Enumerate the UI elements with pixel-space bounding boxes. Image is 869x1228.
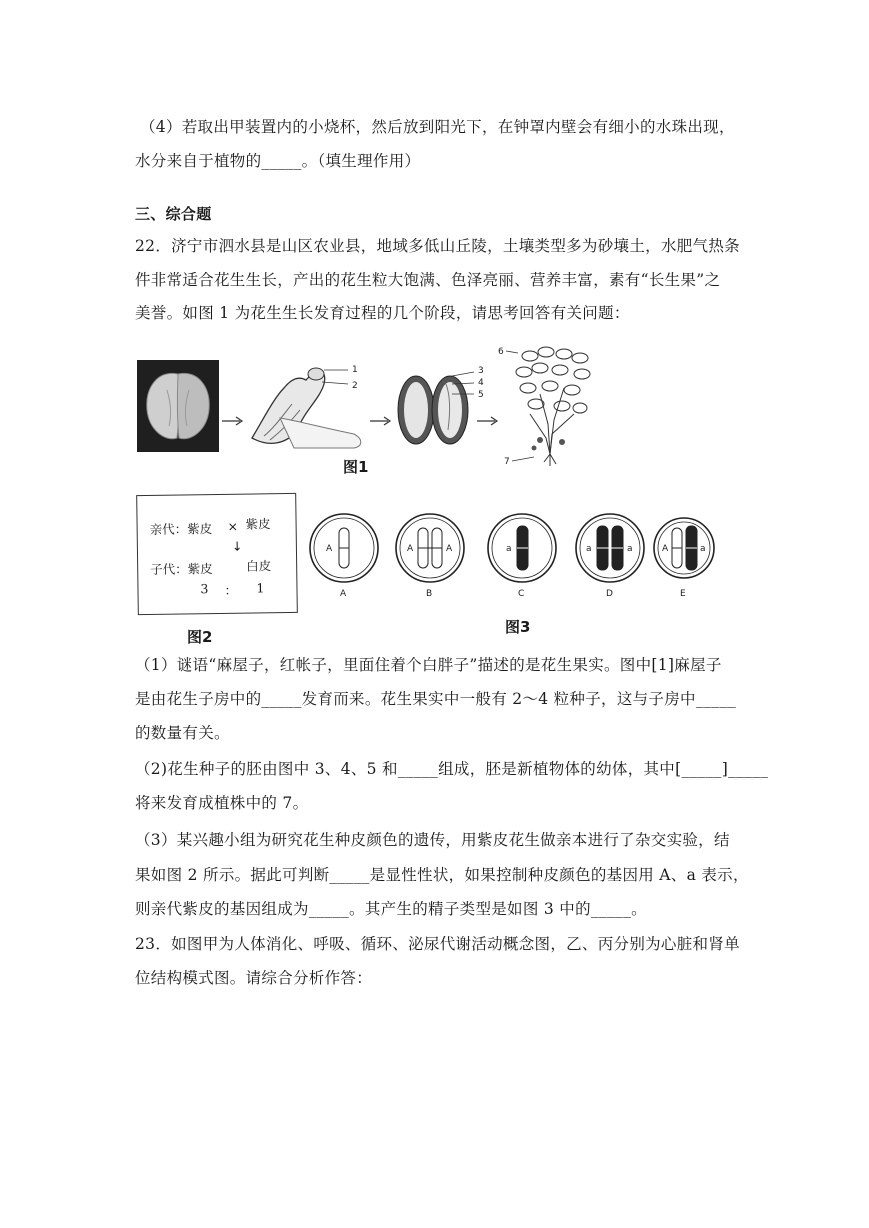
q22-3-line-1: （3）某兴趣小组为研究花生种皮颜色的遗传，用紫皮花生做亲本进行了杂交实验，结	[135, 831, 730, 849]
ratio-left: 3	[200, 581, 209, 597]
label-7: 7	[504, 457, 510, 467]
cell-a	[310, 514, 378, 599]
down-arrow: ↓	[231, 538, 243, 554]
gene-c-1: a	[506, 544, 512, 554]
section-heading: 三、综合题	[135, 205, 212, 223]
figure-2-cross-diagram	[136, 493, 298, 615]
figure-3-caption: 图3	[505, 618, 531, 636]
gene-a-1: A	[326, 544, 333, 554]
cell-letter-c: C	[518, 589, 525, 599]
q4-line-1: （4）若取出甲装置内的小烧杯，然后放到阳光下，在钟罩内壁会有细小的水珠出现，	[140, 118, 735, 136]
q22-3-line-2: 果如图 2 所示。据此可判断_____是显性性状，如果控制种皮颜色的基因用 A、a 表示，	[135, 866, 749, 884]
seed-halves-image	[394, 370, 484, 446]
figure1-labels-3-5	[474, 364, 494, 404]
figure1-labels-6-7	[494, 344, 534, 468]
label-2: 2	[352, 381, 358, 391]
cell-c	[488, 514, 556, 599]
q22-line-1: 22．济宁市泗水县是山区农业县，地域多低山丘陵，土壤类型多为砂壤土，水肥气热条	[135, 237, 740, 255]
q23-line-1: 23．如图甲为人体消化、呼吸、循环、泌尿代谢活动概念图，乙、丙分别为心脏和肾单	[135, 935, 740, 953]
seed-cross-section-image	[137, 360, 219, 452]
arrow-2	[370, 416, 392, 426]
label-4: 4	[478, 378, 484, 388]
q22-2-line-1: （2)花生种子的胚由图中 3、4、5 和_____组成，胚是新植物体的幼体，其中[_____]_____	[135, 760, 769, 778]
q22-1-line-3: 的数量有关。	[135, 724, 230, 742]
gene-e-2: a	[700, 544, 706, 554]
figure1-labels-1-2	[348, 362, 368, 398]
figure-1-caption: 图1	[343, 458, 369, 476]
q22-1-line-2: 是由花生子房中的_____发育而来。花生果实中一般有 2～4 粒种子，这与子房中_____	[135, 690, 737, 708]
figure-3-cells	[306, 512, 716, 602]
cell-letter-d: D	[606, 589, 613, 599]
cell-letter-a: A	[340, 589, 347, 599]
gene-b-2: A	[446, 544, 453, 554]
gene-d-1: a	[586, 544, 592, 554]
cell-letter-b: B	[426, 589, 433, 599]
offspring-generation: 子代：紫皮	[150, 561, 213, 577]
cell-letter-e: E	[680, 589, 686, 599]
q22-1-line-1: （1）谜语“麻屋子，红帐子，里面住着个白胖子”描述的是花生果实。图中[1]麻屋子	[135, 656, 722, 674]
cell-d	[576, 514, 644, 599]
offspring-2: 白皮	[246, 558, 272, 574]
ratio-colon: ：	[224, 582, 238, 598]
ratio-right: 1	[256, 580, 265, 596]
label-3: 3	[478, 366, 484, 376]
q22-line-2: 件非常适合花生生长，产出的花生粒大饱满、色泽亮丽、营养丰富，素有“长生果”之	[135, 271, 721, 289]
q4-line-2: 水分来自于植物的_____。（填生理作用）	[135, 152, 421, 170]
cross-symbol: ×	[227, 518, 239, 534]
gene-b-1: A	[407, 544, 414, 554]
label-5: 5	[478, 390, 484, 400]
parent-generation: 亲代：紫皮	[149, 521, 213, 537]
cell-e	[654, 518, 714, 599]
parent-2: 紫皮	[245, 516, 271, 532]
q22-line-3: 美誉。如图 1 为花生生长发育过程的几个阶段，请思考回答有关问题：	[135, 304, 630, 322]
label-1: 1	[352, 365, 358, 375]
gene-d-2: a	[627, 544, 633, 554]
arrow-1	[222, 416, 244, 426]
cell-b	[396, 514, 464, 599]
q23-line-2: 位结构模式图。请综合分析作答：	[135, 969, 373, 987]
q22-3-line-3: 则亲代紫皮的基因组成为_____。其产生的精子类型是如图 3 中的_____。	[135, 900, 647, 918]
figure-2-caption: 图2	[187, 628, 213, 646]
gene-e-1: A	[662, 544, 669, 554]
q22-2-line-2: 将来发育成植株中的 7。	[135, 794, 309, 812]
label-6: 6	[498, 347, 504, 357]
